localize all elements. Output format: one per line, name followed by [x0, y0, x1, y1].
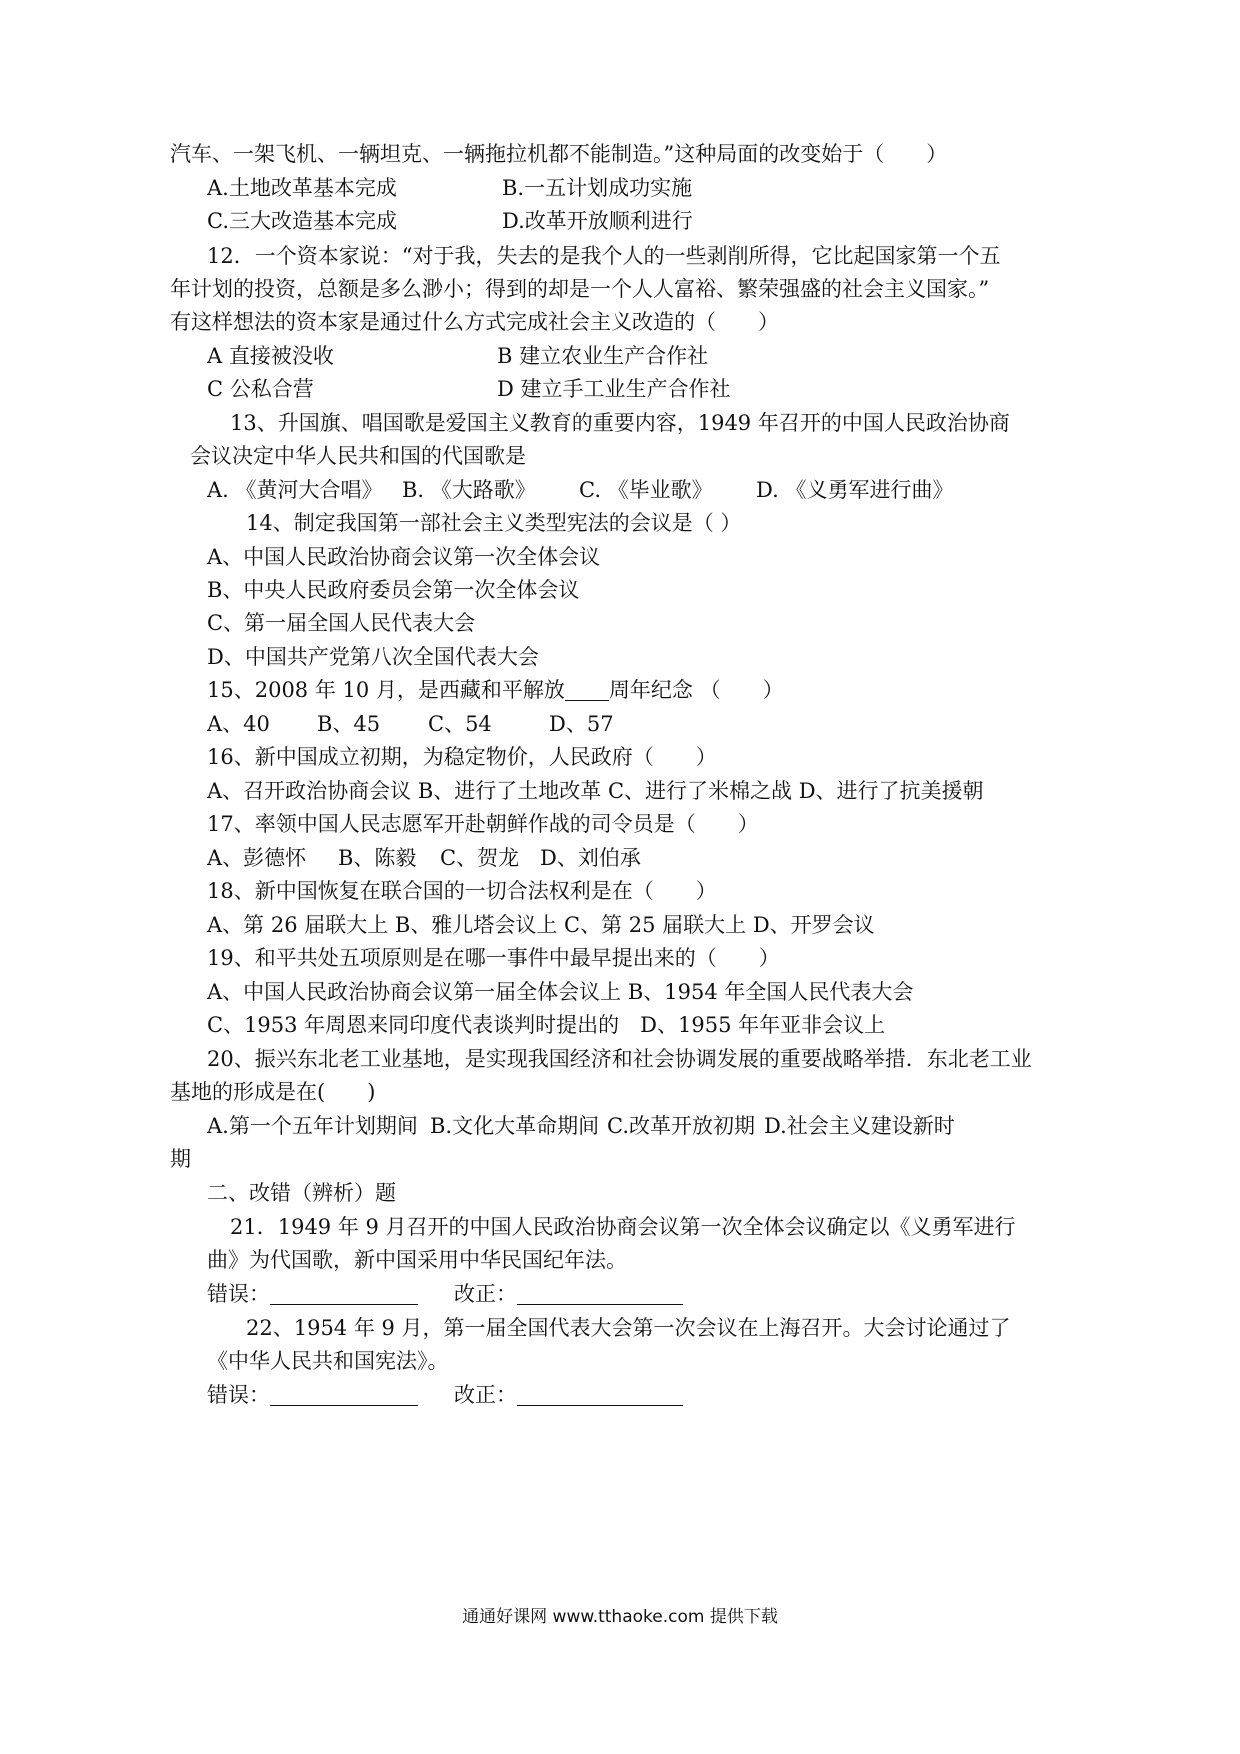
- q21-error-blank[interactable]: [270, 1282, 418, 1305]
- q16-options: A、召开政治协商会议 B、进行了土地改革 C、进行了米棉之战 D、进行了抗美援朝: [207, 779, 984, 803]
- q11-option-c: C.三大改造基本完成: [207, 209, 397, 233]
- q15-stem-pre: 15、2008 年 10 月，是西藏和平解放: [207, 678, 565, 702]
- q18-options: A、第 26 届联大上 B、雅儿塔会议上 C、第 25 届联大上 D、开罗会议: [207, 913, 875, 937]
- q14-option-b: B、中央人民政府委员会第一次全体会议: [207, 578, 580, 602]
- q22-fix-blank[interactable]: [517, 1383, 683, 1406]
- q14-option-c: C、第一届全国人民代表大会: [207, 611, 476, 635]
- q13-option-a: A. 《黄河大合唱》: [207, 478, 383, 502]
- q15-option-a: A、40: [207, 712, 270, 736]
- q12-stem-line3: 有这样想法的资本家是通过什么方式完成社会主义改造的（ ）: [170, 310, 779, 334]
- q20-stem-line1: 20、振兴东北老工业基地，是实现我国经济和社会协调发展的重要战略举措．东北老工业: [207, 1047, 1032, 1071]
- q20-stem-line2: 基地的形成是在( ): [170, 1080, 376, 1104]
- q17-option-d: D、刘伯承: [540, 846, 641, 870]
- q22-stem-line2: 《中华人民共和国宪法》。: [207, 1349, 449, 1373]
- q17-option-b: B、陈毅: [338, 846, 417, 870]
- q12-option-d: D 建立手工业生产合作社: [497, 377, 731, 401]
- q12-stem-line2: 年计划的投资，总额是多么渺小；得到的却是一个人人富裕、繁荣强盛的社会主义国家。”: [170, 277, 990, 301]
- q17-stem: 17、率领中国人民志愿军开赴朝鲜作战的司令员是（ ）: [207, 812, 759, 836]
- q22-answer-row: [207, 1380, 683, 1410]
- q19-options-ab: A、中国人民政治协商会议第一届全体会议上 B、1954 年全国人民代表大会: [207, 980, 914, 1004]
- q15-stem: [207, 675, 784, 705]
- q19-options-cd: C、1953 年周恩来同印度代表谈判时提出的 D、1955 年年亚非会议上: [207, 1013, 886, 1037]
- q20-option-d-continued: 期: [170, 1147, 191, 1171]
- q20-option-c: C.改革开放初期: [607, 1114, 755, 1138]
- q16-stem: 16、新中国成立初期，为稳定物价，人民政府（ ）: [207, 745, 717, 769]
- q20-option-b: B.文化大革命期间: [430, 1114, 600, 1138]
- q12-option-b: B 建立农业生产合作社: [497, 344, 709, 368]
- q17-option-a: A、彭德怀: [207, 846, 307, 870]
- q12-option-c: C 公私合营: [207, 377, 314, 401]
- q15-option-d: D、57: [549, 712, 614, 736]
- q21-stem-line2: 曲》为代国歌，新中国采用中华民国纪年法。: [207, 1248, 627, 1272]
- q15-stem-post: 周年纪念 （ ）: [608, 678, 784, 702]
- q12-stem-line1: 12．一个资本家说：“对于我，失去的是我个人的一些剥削所得，它比起国家第一个五: [207, 244, 1001, 268]
- q15-answer-blank: [565, 678, 609, 701]
- q13-option-c: C. 《毕业歌》: [579, 478, 713, 502]
- q21-fix-blank[interactable]: [517, 1282, 683, 1305]
- q13-option-d: D. 《义勇军进行曲》: [756, 478, 954, 502]
- q13-option-b: B. 《大路歌》: [402, 478, 536, 502]
- q14-option-d: D、中国共产党第八次全国代表大会: [207, 645, 539, 669]
- q20-option-d: D.社会主义建设新时: [764, 1114, 955, 1138]
- section-2-title: 二、改错（辨析）题: [207, 1181, 396, 1205]
- q13-stem-line2: 会议决定中华人民共和国的代国歌是: [190, 444, 526, 468]
- q17-option-c: C、贺龙: [440, 846, 520, 870]
- q15-option-b: B、45: [317, 712, 381, 736]
- q11-stem-tail: 汽车、一架飞机、一辆坦克、一辆拖拉机都不能制造。”这种局面的改变始于（ ）: [170, 142, 948, 166]
- q22-fix-label: 改正：: [454, 1383, 517, 1407]
- q20-option-a: A.第一个五年计划期间: [207, 1114, 418, 1138]
- q12-option-a: A 直接被没收: [207, 344, 334, 368]
- q15-option-c: C、54: [428, 712, 492, 736]
- q13-stem-line1: 13、升国旗、唱国歌是爱国主义教育的重要内容，1949 年召开的中国人民政治协商: [230, 411, 1010, 435]
- q19-stem: 19、和平共处五项原则是在哪一事件中最早提出来的（ ）: [207, 946, 780, 970]
- page-footer: 通通好课网 www.tthaoke.com 提供下载: [462, 1607, 778, 1627]
- q22-error-blank[interactable]: [270, 1383, 418, 1406]
- q21-fix-label: 改正：: [454, 1282, 517, 1306]
- q21-stem-line1: 21．1949 年 9 月召开的中国人民政治协商会议第一次全体会议确定以《义勇军进行: [230, 1215, 1016, 1239]
- q14-option-a: A、中国人民政治协商会议第一次全体会议: [207, 545, 601, 569]
- q21-error-label: 错误：: [207, 1282, 270, 1306]
- q11-option-d: D.改革开放顺利进行: [502, 209, 693, 233]
- q11-option-a: A.土地改革基本完成: [207, 176, 397, 200]
- q14-stem: 14、制定我国第一部社会主义类型宪法的会议是（ ）: [246, 511, 742, 535]
- q11-option-b: B.一五计划成功实施: [502, 176, 693, 200]
- q21-answer-row: [207, 1279, 683, 1309]
- q22-stem-line1: 22、1954 年 9 月，第一届全国代表大会第一次会议在上海召开。大会讨论通过了: [246, 1316, 1011, 1340]
- q18-stem: 18、新中国恢复在联合国的一切合法权利是在（ ）: [207, 879, 717, 903]
- q22-error-label: 错误：: [207, 1383, 270, 1407]
